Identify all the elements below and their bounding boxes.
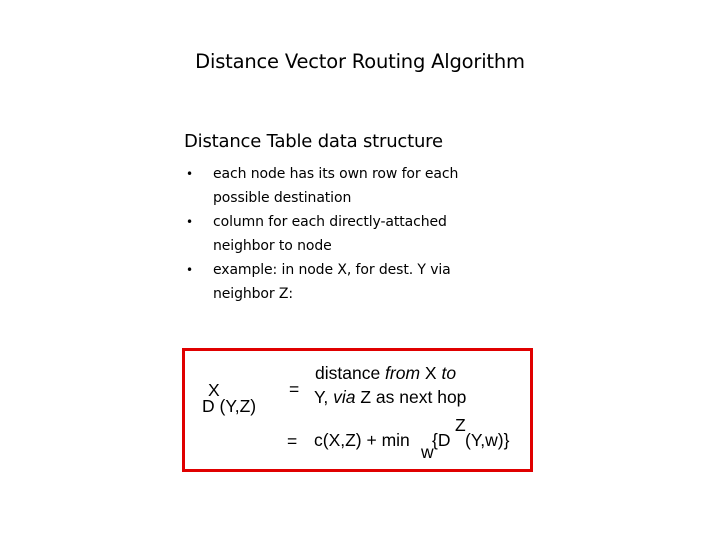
rhs-superscript: Z: [455, 415, 466, 435]
bullet-item-own-row: [185, 162, 485, 210]
def-text-italic: to: [441, 363, 457, 383]
rhs-subscript: w: [421, 442, 434, 462]
bullet-line: example: in node X, for dest. Y via: [213, 262, 451, 278]
bullet-item-column: [185, 210, 485, 258]
bullet-marker: •: [186, 263, 194, 277]
formula-box: [182, 348, 533, 472]
equals-sign: =: [289, 379, 300, 399]
def-text: Y,: [314, 387, 334, 407]
rhs-cost: c(X,Z) + min: [314, 430, 410, 450]
bullet-line: neighbor to node: [213, 238, 332, 254]
def-text: Z as next hop: [355, 387, 467, 407]
def-text: X: [420, 363, 442, 383]
bullet-line: column for each directly-attached: [213, 214, 447, 230]
bullet-line: each node has its own row for each: [213, 166, 459, 182]
section-heading: Distance Table data structure: [184, 131, 443, 152]
lhs-superscript: X: [208, 380, 220, 400]
definition-line-2: [314, 389, 466, 407]
slide-title: Distance Vector Routing Algorithm: [195, 50, 525, 73]
def-text: distance: [315, 363, 386, 383]
rhs-args: (Y,w)}: [465, 430, 510, 450]
bullet-item-example: [185, 258, 485, 306]
rhs-brace-d: {D: [432, 430, 451, 450]
bullet-list: [185, 162, 485, 306]
def-text-italic: via: [333, 387, 356, 407]
equals-sign: =: [287, 431, 298, 451]
bullet-line: possible destination: [213, 190, 352, 206]
definition-line-1: [315, 365, 456, 383]
def-text-italic: from: [385, 363, 421, 383]
bullet-marker: •: [186, 215, 194, 229]
lhs-distance: D (Y,Z): [202, 396, 257, 416]
bullet-line: neighbor Z:: [213, 286, 294, 302]
bullet-marker: •: [186, 167, 194, 181]
